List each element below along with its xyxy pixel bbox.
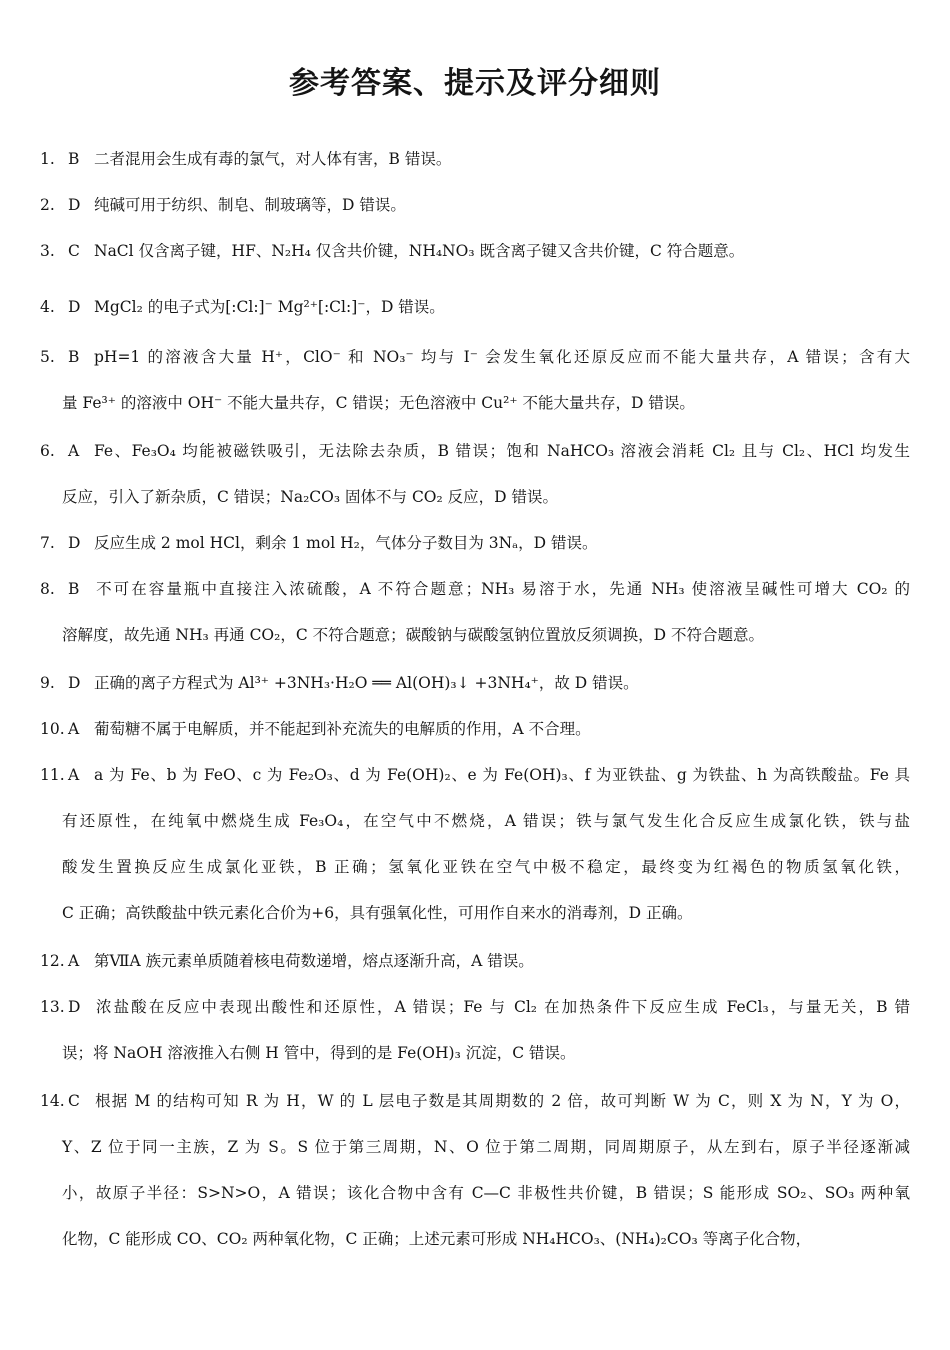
explanation-text: 浓盐酸在反应中表现出酸性和还原性，A 错误；Fe 与 Cl₂ 在加热条件下反应生成 FeCl₃，与量无关，B 错 <box>94 998 910 1016</box>
answer-first-line <box>40 334 910 380</box>
question-number: 1. <box>40 150 55 168</box>
explanation-text: MgCl₂ 的电子式为[:Cl:]⁻ Mg²⁺[:Cl:]⁻，D 错误。 <box>94 298 445 316</box>
explanation-text: a 为 Fe、b 为 FeO、c 为 Fe₂O₃、d 为 Fe(OH)₂、e 为 Fe(OH)₃、f 为亚铁盐、g 为铁盐、h 为高铁酸盐。Fe 具 <box>94 766 910 784</box>
answer-first-line <box>40 566 910 612</box>
explanation-text: 量 Fe³⁺ 的溶液中 OH⁻ 不能大量共存，C 错误；无色溶液中 Cu²⁺ 不能大量共存，D 错误。 <box>62 394 695 412</box>
explanation-text: C 正确；高铁酸盐中铁元素化合价为+6，具有强氧化性，可用作自来水的消毒剂，D 正确。 <box>62 904 693 922</box>
explanation-text: 葡萄糖不属于电解质，并不能起到补充流失的电解质的作用，A 不合理。 <box>94 720 591 738</box>
answer-letter: A <box>68 952 80 970</box>
explanation-text: pH=1 的溶液含大量 H⁺，ClO⁻ 和 NO₃⁻ 均与 I⁻ 会发生氧化还原反应而不能大量共存，A 错误；含有大 <box>94 348 910 366</box>
answer-letter: D <box>68 534 81 552</box>
question-number: 2. <box>40 196 55 214</box>
answer-item <box>40 752 910 936</box>
explanation-text: 误；将 NaOH 溶液推入右侧 H 管中，得到的是 Fe(OH)₃ 沉淀，C 错误。 <box>62 1044 576 1062</box>
explanation-text: 正确的离子方程式为 Al³⁺ +3NH₃·H₂O ══ Al(OH)₃↓ +3NH₄⁺，故 D 错误。 <box>94 674 639 692</box>
answer-item <box>40 566 910 658</box>
explanation-text: NaCl 仅含离子键，HF、N₂H₄ 仅含共价键，NH₄NO₃ 既含离子键又含共价键，C 符合题意。 <box>94 242 745 260</box>
answer-item <box>40 136 910 182</box>
answer-letter: B <box>68 150 80 168</box>
answer-first-line <box>40 938 910 984</box>
explanation-text: 二者混用会生成有毒的氯气，对人体有害，B 错误。 <box>94 150 452 168</box>
answer-letter: A <box>68 766 80 784</box>
answer-first-line <box>40 428 910 474</box>
answer-item <box>40 938 910 984</box>
answer-letter: A <box>68 720 80 738</box>
question-number: 12. <box>40 952 65 970</box>
answer-first-line <box>40 284 910 330</box>
question-number: 3. <box>40 242 55 260</box>
explanation-text: 第ⅦA 族元素单质随着核电荷数递增，熔点逐渐升高，A 错误。 <box>94 952 534 970</box>
answer-continuation-line <box>40 612 910 658</box>
answer-letter: D <box>68 298 81 316</box>
explanation-text: 纯碱可用于纺织、制皂、制玻璃等，D 错误。 <box>94 196 406 214</box>
answer-first-line <box>40 984 910 1030</box>
answer-item <box>40 706 910 752</box>
question-number: 13. <box>40 998 65 1016</box>
answer-first-line <box>40 1078 910 1124</box>
answer-item <box>40 284 910 330</box>
answer-item <box>40 182 910 228</box>
answer-continuation-line <box>40 474 910 520</box>
answer-first-line <box>40 228 910 274</box>
question-number: 9. <box>40 674 55 692</box>
explanation-text: 不可在容量瓶中直接注入浓硫酸，A 不符合题意；NH₃ 易溶于水，先通 NH₃ 使溶液呈碱性可增大 CO₂ 的 <box>94 580 910 598</box>
answer-first-line <box>40 520 910 566</box>
answer-letter: C <box>68 242 80 260</box>
answer-letter: D <box>68 196 81 214</box>
answer-item <box>40 1078 910 1262</box>
question-number: 8. <box>40 580 55 598</box>
page-title: 参考答案、提示及评分细则 <box>289 66 661 101</box>
answer-continuation-line <box>40 1030 910 1076</box>
answer-continuation-line <box>40 1170 910 1216</box>
answer-continuation-line <box>40 890 910 936</box>
answer-first-line <box>40 182 910 228</box>
answer-first-line <box>40 706 910 752</box>
question-number: 14. <box>40 1092 65 1110</box>
answer-continuation-line <box>40 844 910 890</box>
question-number: 11. <box>40 766 65 784</box>
question-number: 4. <box>40 298 55 316</box>
answer-letter: D <box>68 998 81 1016</box>
explanation-text: 反应，引入了新杂质，C 错误；Na₂CO₃ 固体不与 CO₂ 反应，D 错误。 <box>62 488 559 506</box>
answer-continuation-line <box>40 1216 910 1262</box>
answer-item <box>40 984 910 1076</box>
answer-letter: C <box>68 1092 80 1110</box>
answer-item <box>40 660 910 706</box>
explanation-text: Fe、Fe₃O₄ 均能被磁铁吸引，无法除去杂质，B 错误；饱和 NaHCO₃ 溶液会消耗 Cl₂ 且与 Cl₂、HCl 均发生 <box>94 442 910 460</box>
question-number: 5. <box>40 348 55 366</box>
question-number: 7. <box>40 534 55 552</box>
explanation-text: 反应生成 2 mol HCl，剩余 1 mol H₂，气体分子数目为 3Nₐ，D 错误。 <box>94 534 598 552</box>
answer-item <box>40 520 910 566</box>
explanation-text: 化物，C 能形成 CO、CO₂ 两种氧化物，C 正确；上述元素可形成 NH₄HCO₃、(NH₄)₂CO₃ 等离子化合物， <box>62 1230 812 1248</box>
answer-first-line <box>40 752 910 798</box>
answer-continuation-line <box>40 798 910 844</box>
answer-continuation-line <box>40 380 910 426</box>
answer-letter: D <box>68 674 81 692</box>
answer-continuation-line <box>40 1124 910 1170</box>
answer-first-line <box>40 660 910 706</box>
explanation-text: 溶解度，故先通 NH₃ 再通 CO₂，C 不符合题意；碳酸钠与碳酸氢钠位置放反须调换，D 不符合题意。 <box>62 626 764 644</box>
question-number: 10. <box>40 720 65 738</box>
answer-first-line <box>40 136 910 182</box>
question-number: 6. <box>40 442 55 460</box>
explanation-text: 酸发生置换反应生成氯化亚铁，B 正确；氢氧化亚铁在空气中极不稳定，最终变为红褐色的物质氢氧化铁， <box>62 858 910 876</box>
answer-letter: A <box>68 442 80 460</box>
answer-letter: B <box>68 348 80 366</box>
explanation-text: 小，故原子半径：S>N>O，A 错误；该化合物中含有 C—C 非极性共价键，B 错误；S 能形成 SO₂、SO₃ 两种氧 <box>62 1184 910 1202</box>
answer-item <box>40 334 910 426</box>
answer-item <box>40 428 910 520</box>
explanation-text: 根据 M 的结构可知 R 为 H，W 的 L 层电子数是其周期数的 2 倍，故可判断 W 为 C，则 X 为 N，Y 为 O， <box>94 1092 910 1110</box>
explanation-text: 有还原性，在纯氧中燃烧生成 Fe₃O₄，在空气中不燃烧，A 错误；铁与氯气发生化合反应生成氯化铁，铁与盐 <box>62 812 910 830</box>
answer-letter: B <box>68 580 80 598</box>
answer-item <box>40 228 910 274</box>
explanation-text: Y、Z 位于同一主族，Z 为 S。S 位于第三周期，N、O 位于第二周期，同周期原子，从左到右，原子半径逐渐减 <box>62 1138 910 1156</box>
